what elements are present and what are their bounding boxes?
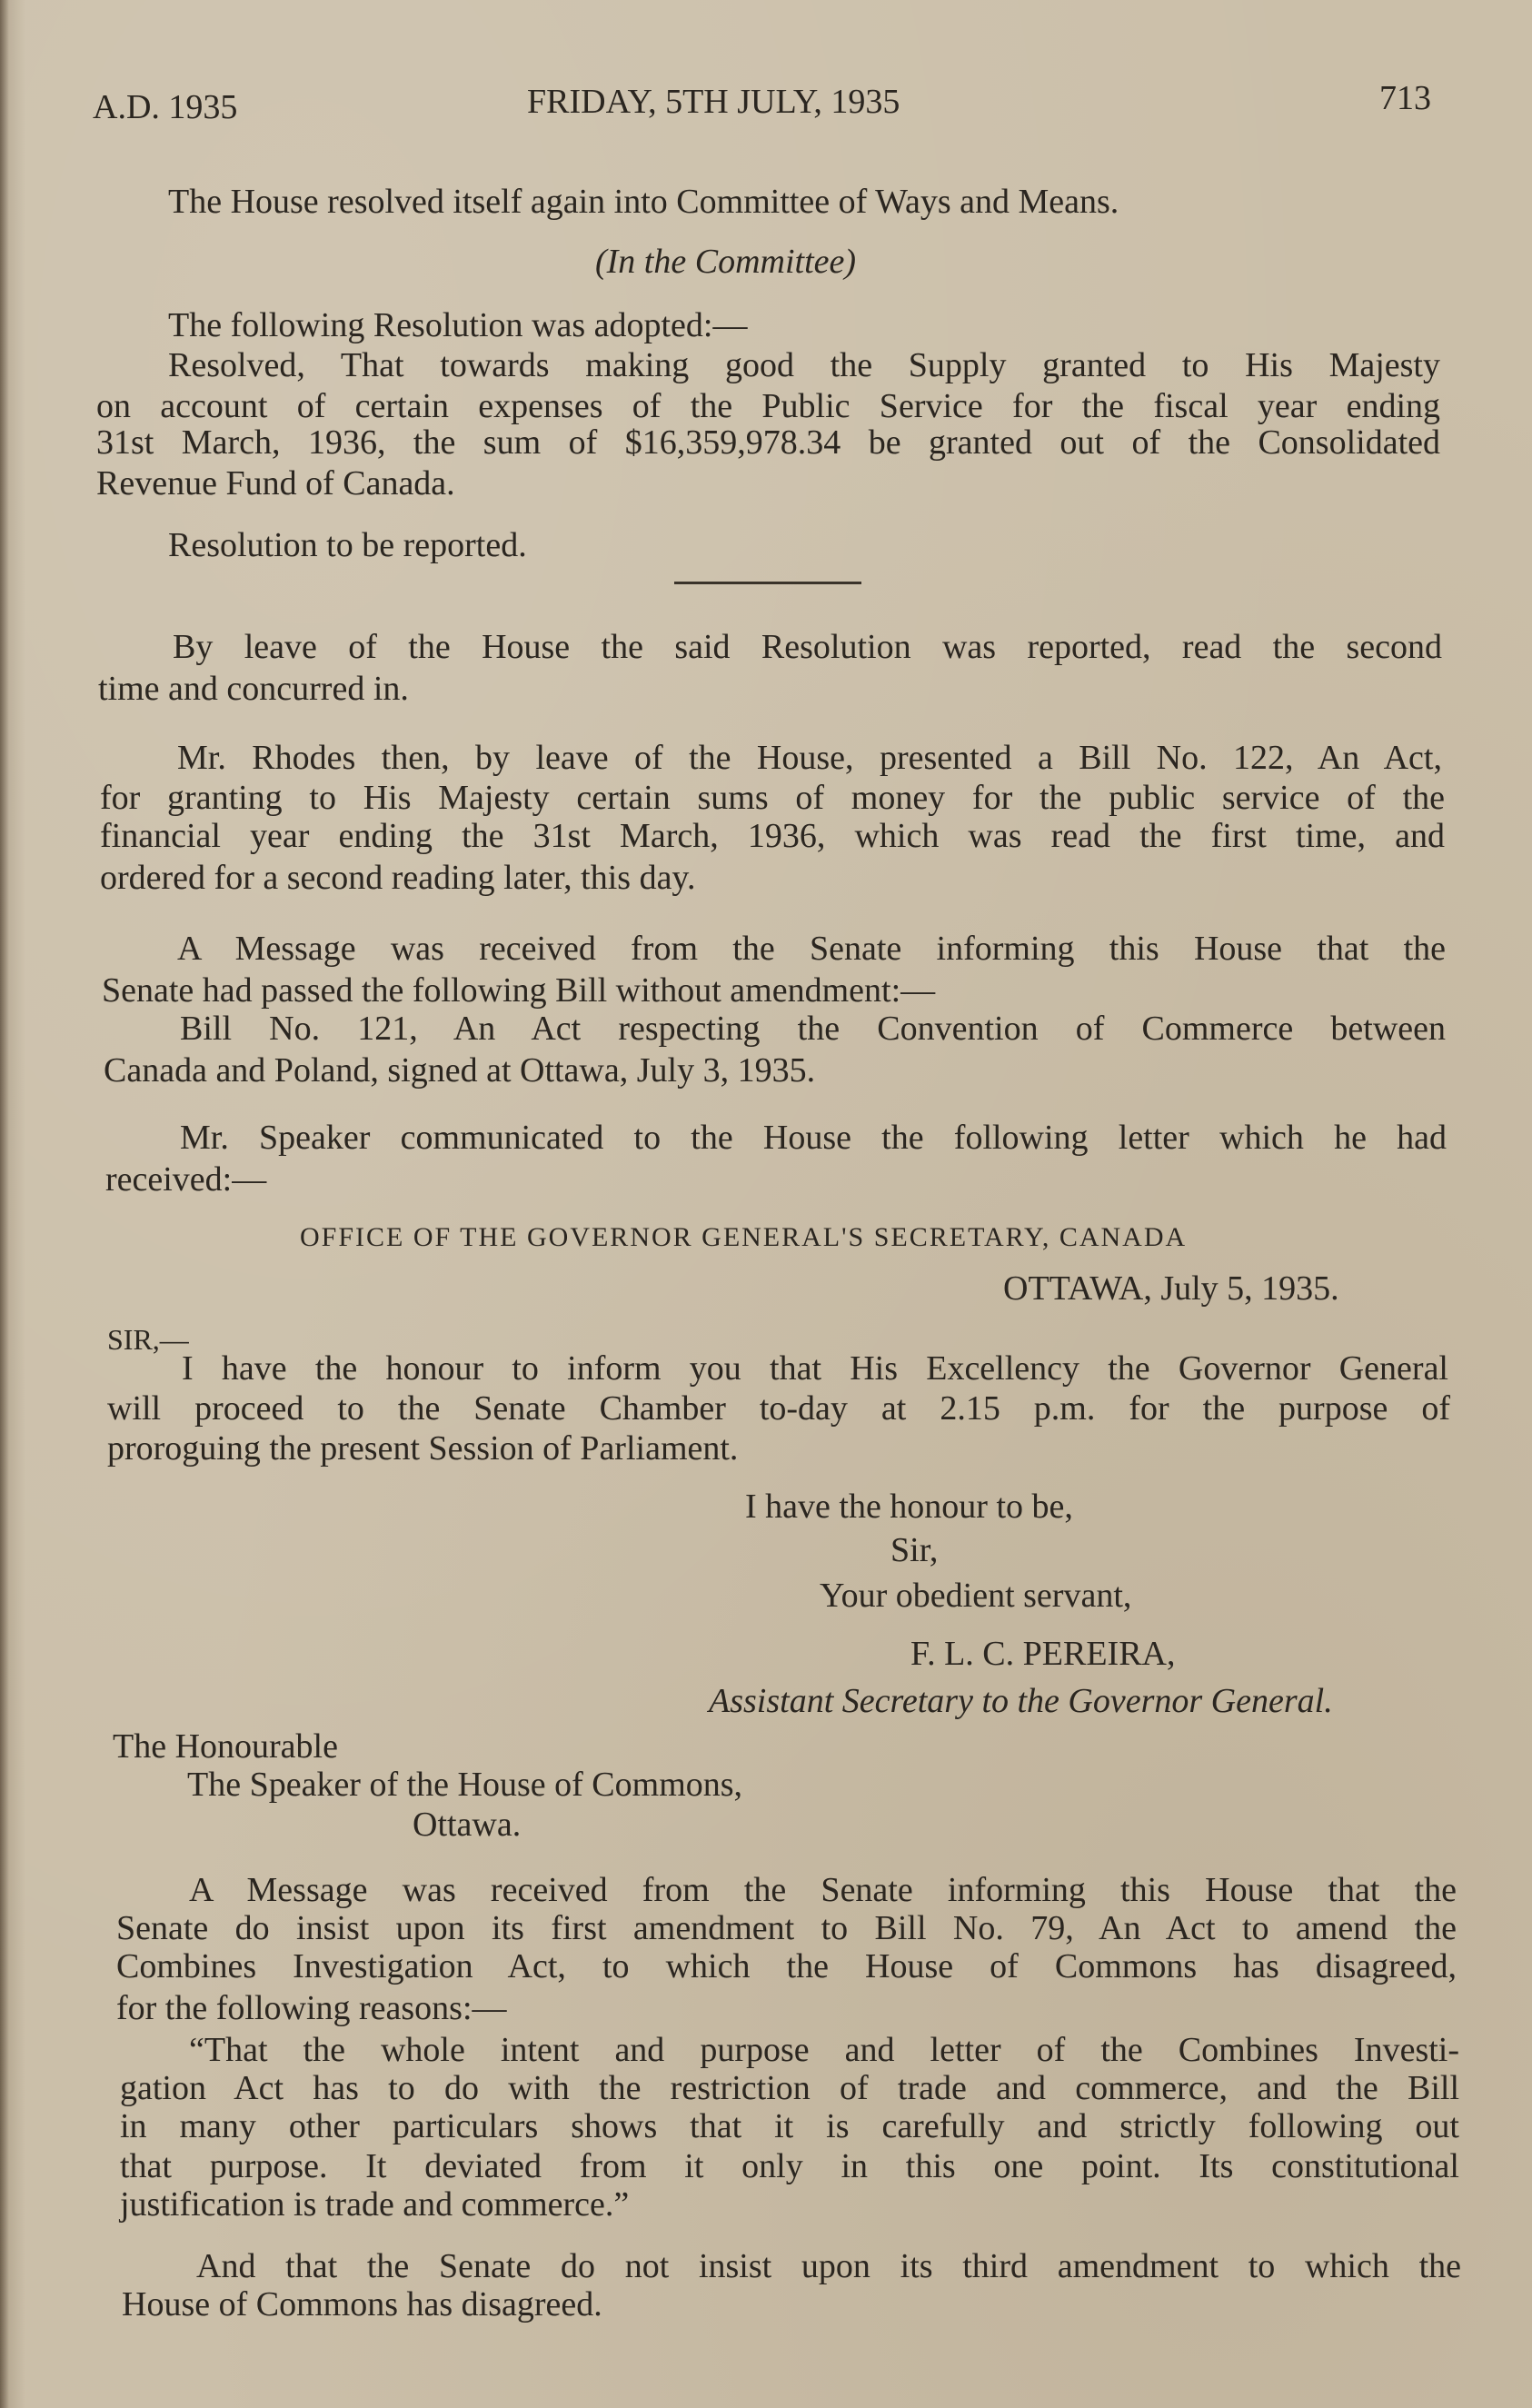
letter-closing: Sir, xyxy=(890,1531,939,1569)
section-divider xyxy=(674,582,861,584)
paragraph-line: financial year ending the 31st March, 1936, which was read the first time, and xyxy=(100,817,1445,855)
header-date: FRIDAY, 5TH JULY, 1935 xyxy=(527,83,900,121)
paragraph-line: Canada and Poland, signed at Ottawa, July 3, 1935. xyxy=(104,1051,816,1090)
page-edge-shadow xyxy=(0,0,9,2408)
header-year: A.D. 1935 xyxy=(93,88,238,126)
letter-salutation: SIR,— xyxy=(107,1323,189,1356)
quote-line: that purpose. It deviated from it only in this one point. Its constitutional xyxy=(120,2147,1459,2185)
quote-line: gation Act has to do with the restriction of trade and commerce, and the Bill xyxy=(120,2069,1459,2107)
paragraph-line: ordered for a second reading later, this day. xyxy=(100,859,696,897)
letter-place-date: OTTAWA, July 5, 1935. xyxy=(1003,1269,1339,1308)
page-number: 713 xyxy=(1379,79,1431,117)
letter-body-line: I have the honour to inform you that His Excellency the Governor General xyxy=(182,1349,1448,1388)
paragraph-line: Senate do insist upon its first amendment to Bill No. 79, An Act to amend the xyxy=(116,1909,1457,1947)
resolution-line: 31st March, 1936, the sum of $16,359,978.34 be granted out of the Consolidated xyxy=(96,423,1440,462)
paragraph-line: Combines Investigation Act, to which the House of Commons has disagreed, xyxy=(116,1947,1457,1985)
paragraph-line: And that the Senate do not insist upon its third amendment to which the xyxy=(196,2247,1461,2285)
paragraph-line: for the following reasons:— xyxy=(116,1989,507,2027)
letter-closing: I have the honour to be, xyxy=(745,1488,1073,1526)
paragraph-line: for granting to His Majesty certain sums of money for the public service of the xyxy=(100,779,1445,817)
letter-address: Ottawa. xyxy=(413,1806,522,1844)
resolution-line: Resolved, That towards making good the Supply granted to His Majesty xyxy=(168,346,1440,384)
paragraph-line: time and concurred in. xyxy=(98,670,409,708)
quote-line: justification is trade and commerce.” xyxy=(120,2185,630,2224)
paragraph-line: Mr. Speaker communicated to the House the following letter which he had xyxy=(180,1119,1447,1157)
letter-address: The Honourable xyxy=(113,1727,338,1766)
letter-address: The Speaker of the House of Commons, xyxy=(187,1766,743,1804)
letter-office-heading: OFFICE OF THE GOVERNOR GENERAL'S SECRETARY, CANADA xyxy=(300,1222,1188,1252)
letter-body-line: proroguing the present Session of Parliament. xyxy=(107,1429,739,1468)
letter-body-line: will proceed to the Senate Chamber to-day at 2.15 p.m. for the purpose of xyxy=(107,1389,1450,1428)
resolution-intro: The following Resolution was adopted:— xyxy=(168,306,748,344)
paragraph-line: Mr. Rhodes then, by leave of the House, presented a Bill No. 122, An Act, xyxy=(177,739,1442,777)
committee-subheading: (In the Committee) xyxy=(595,243,857,281)
paragraph-line: A Message was received from the Senate informing this House that the xyxy=(177,930,1446,968)
committee-paragraph: The House resolved itself again into Committee of Ways and Means. xyxy=(168,183,1119,221)
paragraph-line: received:— xyxy=(105,1160,267,1199)
quote-line: in many other particulars shows that it is carefully and strictly following out xyxy=(120,2107,1459,2145)
paragraph-line: House of Commons has disagreed. xyxy=(122,2285,602,2323)
paragraph-line: Senate had passed the following Bill without amendment:— xyxy=(102,971,936,1010)
paragraph-line: Bill No. 121, An Act respecting the Convention of Commerce between xyxy=(180,1010,1446,1048)
paragraph-line: A Message was received from the Senate informing this House that the xyxy=(189,1871,1457,1909)
letter-signatory-title: Assistant Secretary to the Governor General. xyxy=(709,1682,1333,1720)
letter-signature: F. L. C. PEREIRA, xyxy=(910,1635,1176,1673)
resolution-line: Revenue Fund of Canada. xyxy=(96,464,455,502)
resolution-line: on account of certain expenses of the Public Service for the fiscal year ending xyxy=(96,387,1440,425)
letter-closing: Your obedient servant, xyxy=(820,1577,1132,1615)
quote-line: “That the whole intent and purpose and letter of the Combines Investi- xyxy=(189,2031,1459,2069)
paragraph-line: By leave of the House the said Resolution was reported, read the second xyxy=(173,628,1442,666)
resolution-report: Resolution to be reported. xyxy=(168,526,527,564)
